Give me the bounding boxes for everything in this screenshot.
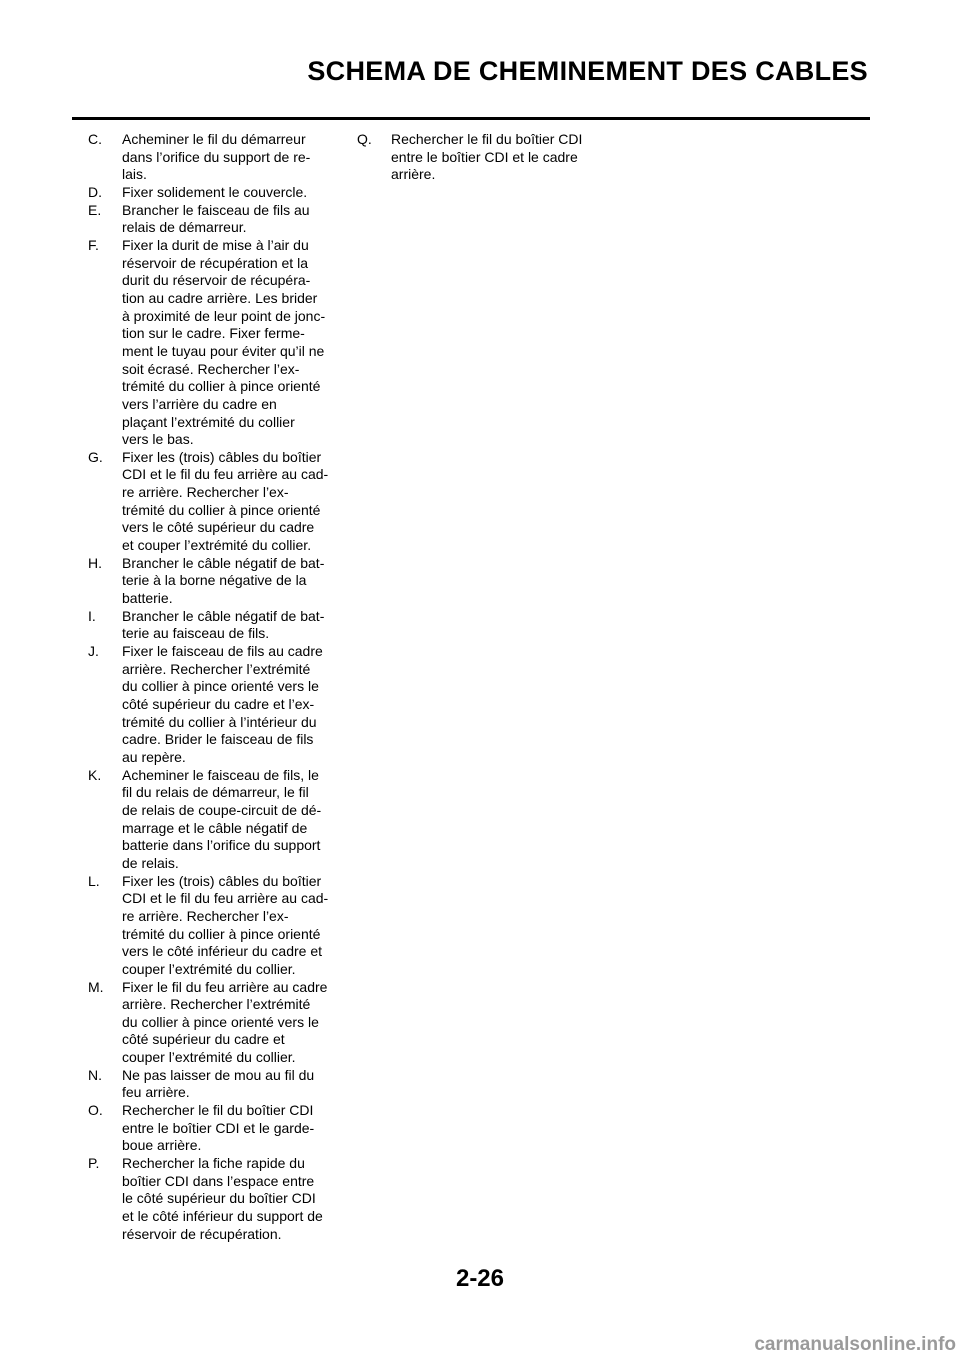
item-letter: N. xyxy=(88,1066,102,1083)
list-item xyxy=(88,184,342,202)
list-item xyxy=(88,767,342,873)
item-letter: H. xyxy=(88,554,102,571)
list-item xyxy=(88,131,342,184)
list-item xyxy=(357,131,602,184)
title-rule xyxy=(72,117,870,120)
item-text: Fixer le fil du feu arrière au cadre arrière. Rechercher l’extrémité du collier à pince orienté vers le côté supérieur du cadre et couper l’extrémité du collier. xyxy=(122,978,328,1066)
watermark: carmanualsonline.info xyxy=(754,1334,956,1355)
item-text: Acheminer le fil du démarreur dans l’orifice du support de re- lais. xyxy=(122,131,311,183)
item-text: Brancher le faisceau de fils au relais de démarreur. xyxy=(122,201,310,236)
list-item xyxy=(88,873,342,979)
item-text: Fixer les (trois) câbles du boîtier CDI et le fil du feu arrière au cad- re arrière. Rechercher l’ex- trémité du collier à pince orienté vers le côté supérieur du cadre et couper l’extrémité du collier. xyxy=(122,448,329,554)
page-number: 2-26 xyxy=(455,1265,505,1292)
list-item xyxy=(88,1155,342,1243)
item-letter: J. xyxy=(88,643,99,660)
list-item xyxy=(88,449,342,555)
item-text: Acheminer le faisceau de fils, le fil du relais de démarreur, le fil de relais de coupe-circuit de dé- marrage et le câble négatif de batterie dans l’orifice du support de relais. xyxy=(122,766,322,871)
item-letter: I. xyxy=(88,607,96,624)
right-column xyxy=(357,131,602,184)
item-letter: P. xyxy=(88,1155,100,1172)
item-text: Rechercher la fiche rapide du boîtier CDI dans l’espace entre le côté supérieur du boîtier CDI et le côté inférieur du support de réservoir de récupération. xyxy=(122,1155,323,1242)
item-text: Fixer la durit de mise à l’air du réservoir de récupération et la durit du réservoir de récupéra- tion au cadre arrière. Les brider à proximité de leur point de jonc- tion sur le cadre. Fixer ferme- ment le tuyau pour éviter qu’il ne soit écrasé. Rechercher l’ex- trémité du collier à pince orienté vers l’arrière du cadre en plaçant l’extrémité du collier vers le bas. xyxy=(122,236,326,448)
left-column xyxy=(88,131,342,1243)
list-item xyxy=(88,237,342,449)
item-text: Rechercher le fil du boîtier CDI entre le boîtier CDI et le garde- boue arrière. xyxy=(122,1102,315,1154)
list-item xyxy=(88,979,342,1067)
list-item xyxy=(88,555,342,608)
list-item xyxy=(88,1102,342,1155)
list-item xyxy=(88,608,342,643)
list-item xyxy=(88,202,342,237)
item-letter: O. xyxy=(88,1102,103,1119)
item-letter: Q. xyxy=(357,131,372,147)
page-title: SCHEMA DE CHEMINEMENT DES CABLES xyxy=(307,56,868,86)
item-text: Brancher le câble négatif de bat- terie au faisceau de fils. xyxy=(122,607,325,642)
item-letter: K. xyxy=(88,766,102,783)
list-item xyxy=(88,1067,342,1102)
item-letter: D. xyxy=(88,183,102,200)
item-letter: E. xyxy=(88,201,102,218)
item-letter: G. xyxy=(88,448,103,465)
item-text: Fixer le faisceau de fils au cadre arrière. Rechercher l’extrémité du collier à pince orienté vers le côté supérieur du cadre et l’ex- trémité du collier à l’intérieur du cadre. Brider le faisceau de fils au repère. xyxy=(122,643,323,765)
item-letter: M. xyxy=(88,978,104,995)
item-letter: F. xyxy=(88,236,99,253)
list-item xyxy=(88,643,342,767)
item-text: Rechercher le fil du boîtier CDI entre le boîtier CDI et le cadre arrière. xyxy=(391,131,583,183)
item-text: Fixer solidement le couvercle. xyxy=(122,183,308,200)
item-text: Brancher le câble négatif de bat- terie à la borne négative de la batterie. xyxy=(122,554,325,607)
item-letter: C. xyxy=(88,131,102,147)
item-text: Fixer les (trois) câbles du boîtier CDI et le fil du feu arrière au cad- re arrière. Rechercher l’ex- trémité du collier à pince orienté vers le côté inférieur du cadre et couper l’extrémité du collier. xyxy=(122,872,329,977)
item-text: Ne pas laisser de mou au fil du feu arrière. xyxy=(122,1066,315,1101)
item-letter: L. xyxy=(88,872,100,889)
